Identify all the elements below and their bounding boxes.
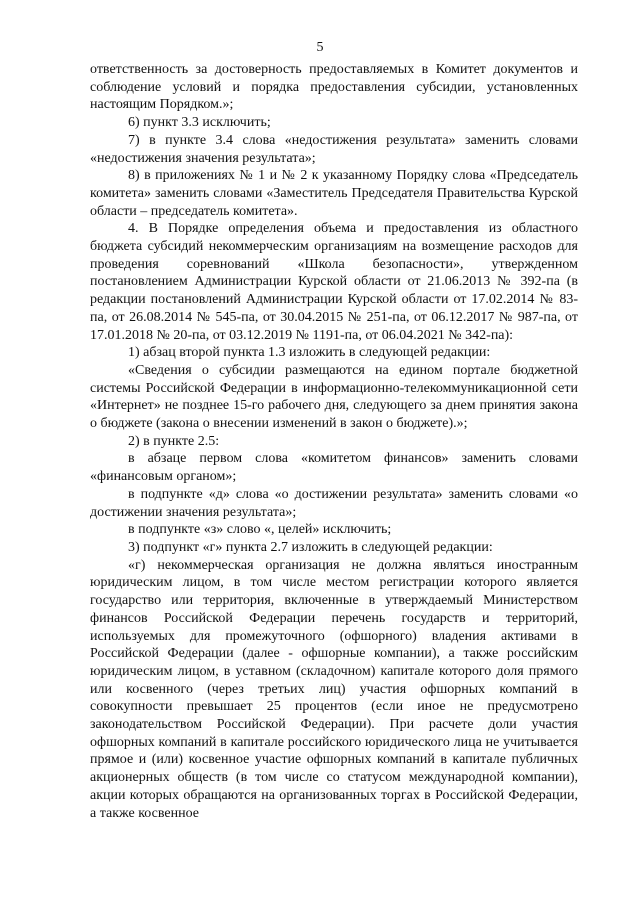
paragraph: «г) некоммерческая организация не должна являться иностранным юридическим лицом, в том числе местом регистрации которого является государство или территория, включенные в утверждаемый Министерством финансов Российской Федерации перечень государств и территорий, используемых для промежуточного (офшорного) владения активами в Российской Федерации (далее - офшорные компании), а также российским юридическим лицом, в уставном (складочном) капитале которого доля прямого или косвенного (через третьих лиц) участия офшорных компаний в совокупности превышает 25 процентов (если иное не предусмотрено законодательством Российской Федерации). При расчете доли участия офшорных компаний в капитале российского юридического лица не учитывается прямое и (или) косвенное участие офшорных компаний в капитале публичных акционерных обществ (в том числе со статусом международной компании), акции которых обращаются на организованных торгах в Российской Федерации, а также косвенное	[90, 557, 578, 821]
paragraph: в абзаце первом слова «комитетом финансов» заменить словами «финансовым органом»;	[90, 451, 578, 485]
paragraph: 7) в пункте 3.4 слова «недостижения результата» заменить словами «недостижения значения результата»;	[90, 132, 578, 166]
paragraph: 6) пункт 3.3 исключить;	[128, 115, 271, 131]
paragraph: 3) подпункт «г» пункта 2.7 изложить в следующей редакции:	[128, 539, 493, 555]
paragraph: 2) в пункте 2.5:	[128, 433, 220, 449]
page-number: 5	[316, 40, 324, 55]
document-body	[90, 61, 578, 822]
paragraph: «Сведения о субсидии размещаются на едином портале бюджетной системы Российской Федерации в информационно-телекоммуникационной сети «Интернет» не позднее 15-го рабочего дня, следующего за днем принятия закона о бюджете (закона о внесении изменений в закон о бюджете).»;	[90, 362, 578, 432]
paragraph: 1) абзац второй пункта 1.3 изложить в следующей редакции:	[128, 345, 491, 361]
paragraph: ответственность за достоверность предоставляемых в Комитет документов и соблюдение условий и порядка предоставления субсидии, установленных настоящим Порядком.»;	[90, 62, 578, 113]
paragraph: 8) в приложениях № 1 и № 2 к указанному Порядку слова «Председатель комитета» заменить словами «Заместитель Председателя Правительства Курской области – председатель комитета».	[90, 168, 578, 219]
paragraph: 4. В Порядке определения объема и предоставления из областного бюджета субсидий некоммерческим организациям на возмещение расходов для проведения соревнований «Школа безопасности», утвержденном постановлением Администрации Курской области от 21.06.2013 № 392-па (в редакции постановлений Администрации Курской области от 17.02.2014 № 83-па, от 26.08.2014 № 545-па, от 30.04.2015 № 251-па, от 06.12.2017 № 987-па, от 17.01.2018 № 20-па, от 03.12.2019 № 1191-па, от 06.04.2021 № 342-па):	[90, 221, 578, 343]
paragraph: в подпункте «з» слово «, целей» исключить;	[128, 522, 392, 538]
paragraph: в подпункте «д» слова «о достижении результата» заменить словами «о достижении значения результата»;	[90, 486, 578, 520]
